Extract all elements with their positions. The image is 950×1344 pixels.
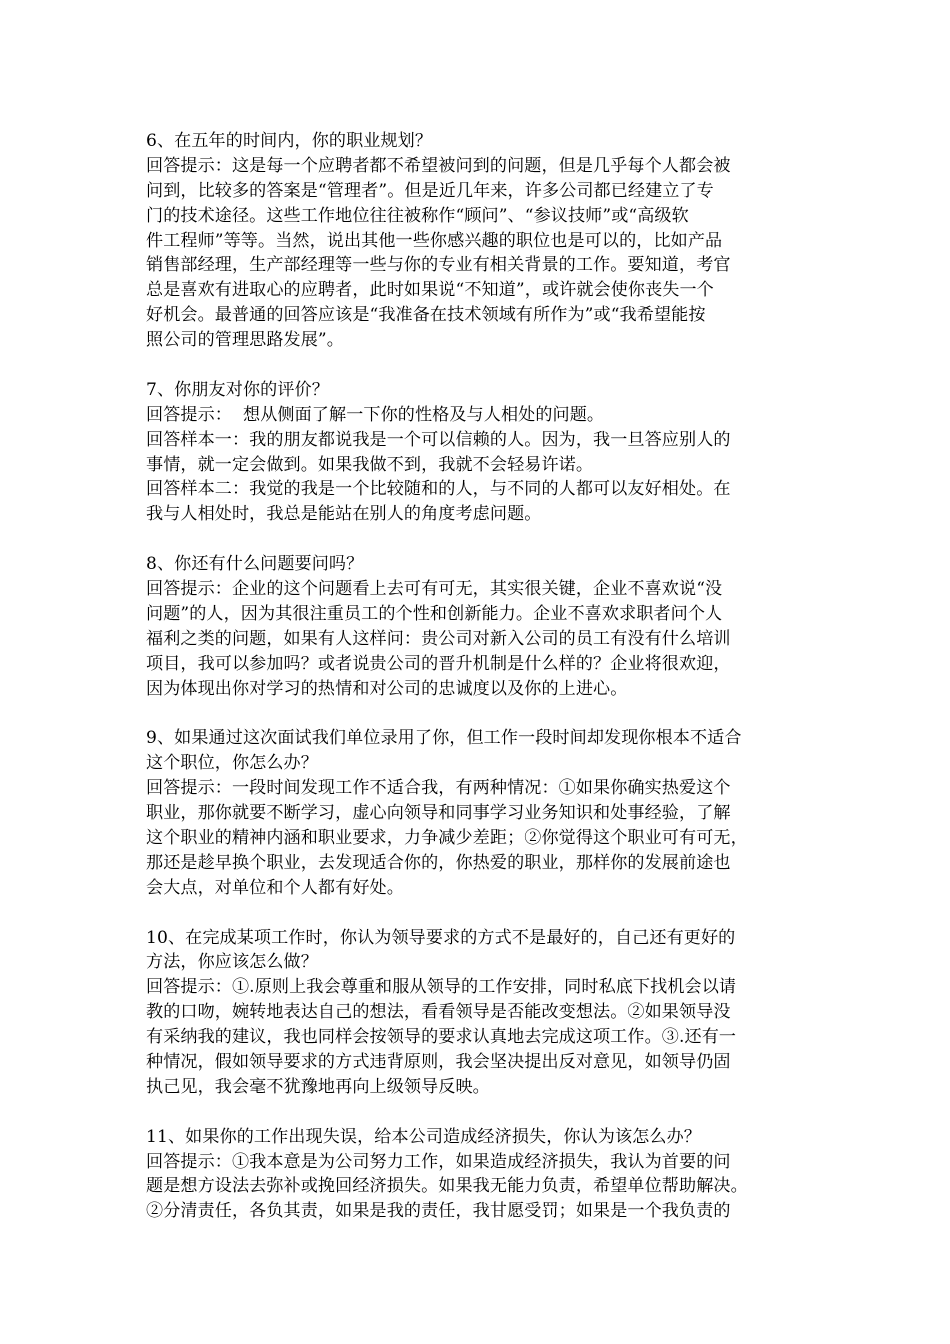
question-heading: 11、如果你的工作出现失误，给本公司造成经济损失，你认为该怎么办？ [146,1126,701,1147]
answer-line: 照公司的管理思路发展”。 [146,330,344,351]
answer-line: 好机会。最普通的回答应该是“我准备在技术领域有所作为”或“我希望能按 [146,305,706,326]
answer-line: ②分清责任，各负其责，如果是我的责任，我甘愿受罚；如果是一个我负责的 [146,1201,731,1222]
answer-line: 问到，比较多的答案是“管理者”。但是近几年来，许多公司都已经建立了专 [146,180,714,201]
answer-line: 种情况，假如领导要求的方式违背原则，我会坚决提出反对意见，如领导仍固 [146,1051,731,1072]
qa-section-11 [146,1125,814,1225]
answer-line: 门的技术途径。这些工作地位往往被称作“顾问”、“参议技师”或“高级软 [146,205,689,226]
qa-section-7 [146,378,814,527]
answer-line: 因为体现出你对学习的热情和对公司的忠诚度以及你的上进心。 [146,678,628,699]
answer-line: 件工程师”等等。当然，说出其他一些你感兴趣的职位也是可以的，比如产品 [146,230,723,251]
answer-line: 教的口吻，婉转地表达自己的想法，看看领导是否能改变想法。②如果领导没 [146,1002,731,1023]
question-heading: 10、在完成某项工作时，你认为领导要求的方式不是最好的，自己还有更好的 [146,927,736,948]
answer-line: 总是喜欢有进取心的应聘者，此时如果说“不知道”，或许就会使你丧失一个 [146,280,714,301]
question-heading: 这个职位，你怎么办？ [146,753,318,774]
question-heading: 方法，你应该怎么做？ [146,952,318,973]
qa-section-10 [146,926,814,1100]
question-heading: 6、在五年的时间内，你的职业规划？ [146,131,433,151]
answer-line: 回答提示：企业的这个问题看上去可有可无，其实很关键，企业不喜欢说“没 [146,579,723,600]
question-heading: 8、你还有什么问题要问吗？ [146,554,364,575]
answer-line: 事情，就一定会做到。如果我做不到，我就不会轻易许诺。 [146,454,594,475]
answer-line: 执己见，我会毫不犹豫地再向上级领导反映。 [146,1076,490,1097]
answer-line: 我与人相处时，我总是能站在别人的角度考虑问题。 [146,504,542,525]
answer-line: 项目，我可以参加吗？或者说贵公司的晋升机制是什么样的？企业将很欢迎， [146,653,731,674]
answer-line: 福利之类的问题，如果有人这样问：贵公司对新入公司的员工有没有什么培训 [146,628,731,649]
answer-line: 回答样本二：我觉的我是一个比较随和的人，与不同的人都可以友好相处。在 [146,479,731,500]
question-heading: 7、你朋友对你的评价？ [146,379,329,400]
answer-line: 问题”的人，因为其很注重员工的个性和创新能力。企业不喜欢求职者问个人 [146,603,723,624]
answer-line: 有采纳我的建议，我也同样会按领导的要求认真地去完成这项工作。③.还有一 [146,1027,737,1048]
answer-line: 这个职业的精神内涵和职业要求，力争减少差距；②你觉得这个职业可有可无， [146,827,748,848]
qa-section-9 [146,726,814,900]
answer-line: 题是想方设法去弥补或挽回经济损失。如果我无能力负责，希望单位帮助解决。 [146,1176,748,1197]
answer-line: 回答样本一：我的朋友都说我是一个可以信赖的人。因为，我一旦答应别人的 [146,429,731,450]
answer-line: 职业，那你就要不断学习，虚心向领导和同事学习业务知识和处事经验，了解 [146,803,731,824]
answer-line: 销售部经理，生产部经理等一些与你的专业有相关背景的工作。要知道，考官 [146,255,731,276]
answer-line: 会大点，对单位和个人都有好处。 [146,877,404,898]
qa-section-8 [146,552,814,701]
document-page [146,129,814,1249]
answer-line: 那还是趁早换个职业，去发现适合你的，你热爱的职业，那样你的发展前途也 [146,852,731,873]
answer-line: 回答提示： 想从侧面了解一下你的性格及与人相处的问题。 [146,404,605,425]
question-heading: 9、如果通过这次面试我们单位录用了你，但工作一段时间却发现你根本不适合 [146,728,742,749]
answer-line: 回答提示：这是每一个应聘者都不希望被问到的问题，但是几乎每个人都会被 [146,155,731,176]
answer-line: 回答提示：①.原则上我会尊重和服从领导的工作安排，同时私底下找机会以请 [146,977,737,998]
qa-section-6 [146,129,814,353]
answer-line: 回答提示：①我本意是为公司努力工作，如果造成经济损失，我认为首要的问 [146,1151,731,1172]
answer-line: 回答提示：一段时间发现工作不适合我，有两种情况：①如果你确实热爱这个 [146,778,731,799]
